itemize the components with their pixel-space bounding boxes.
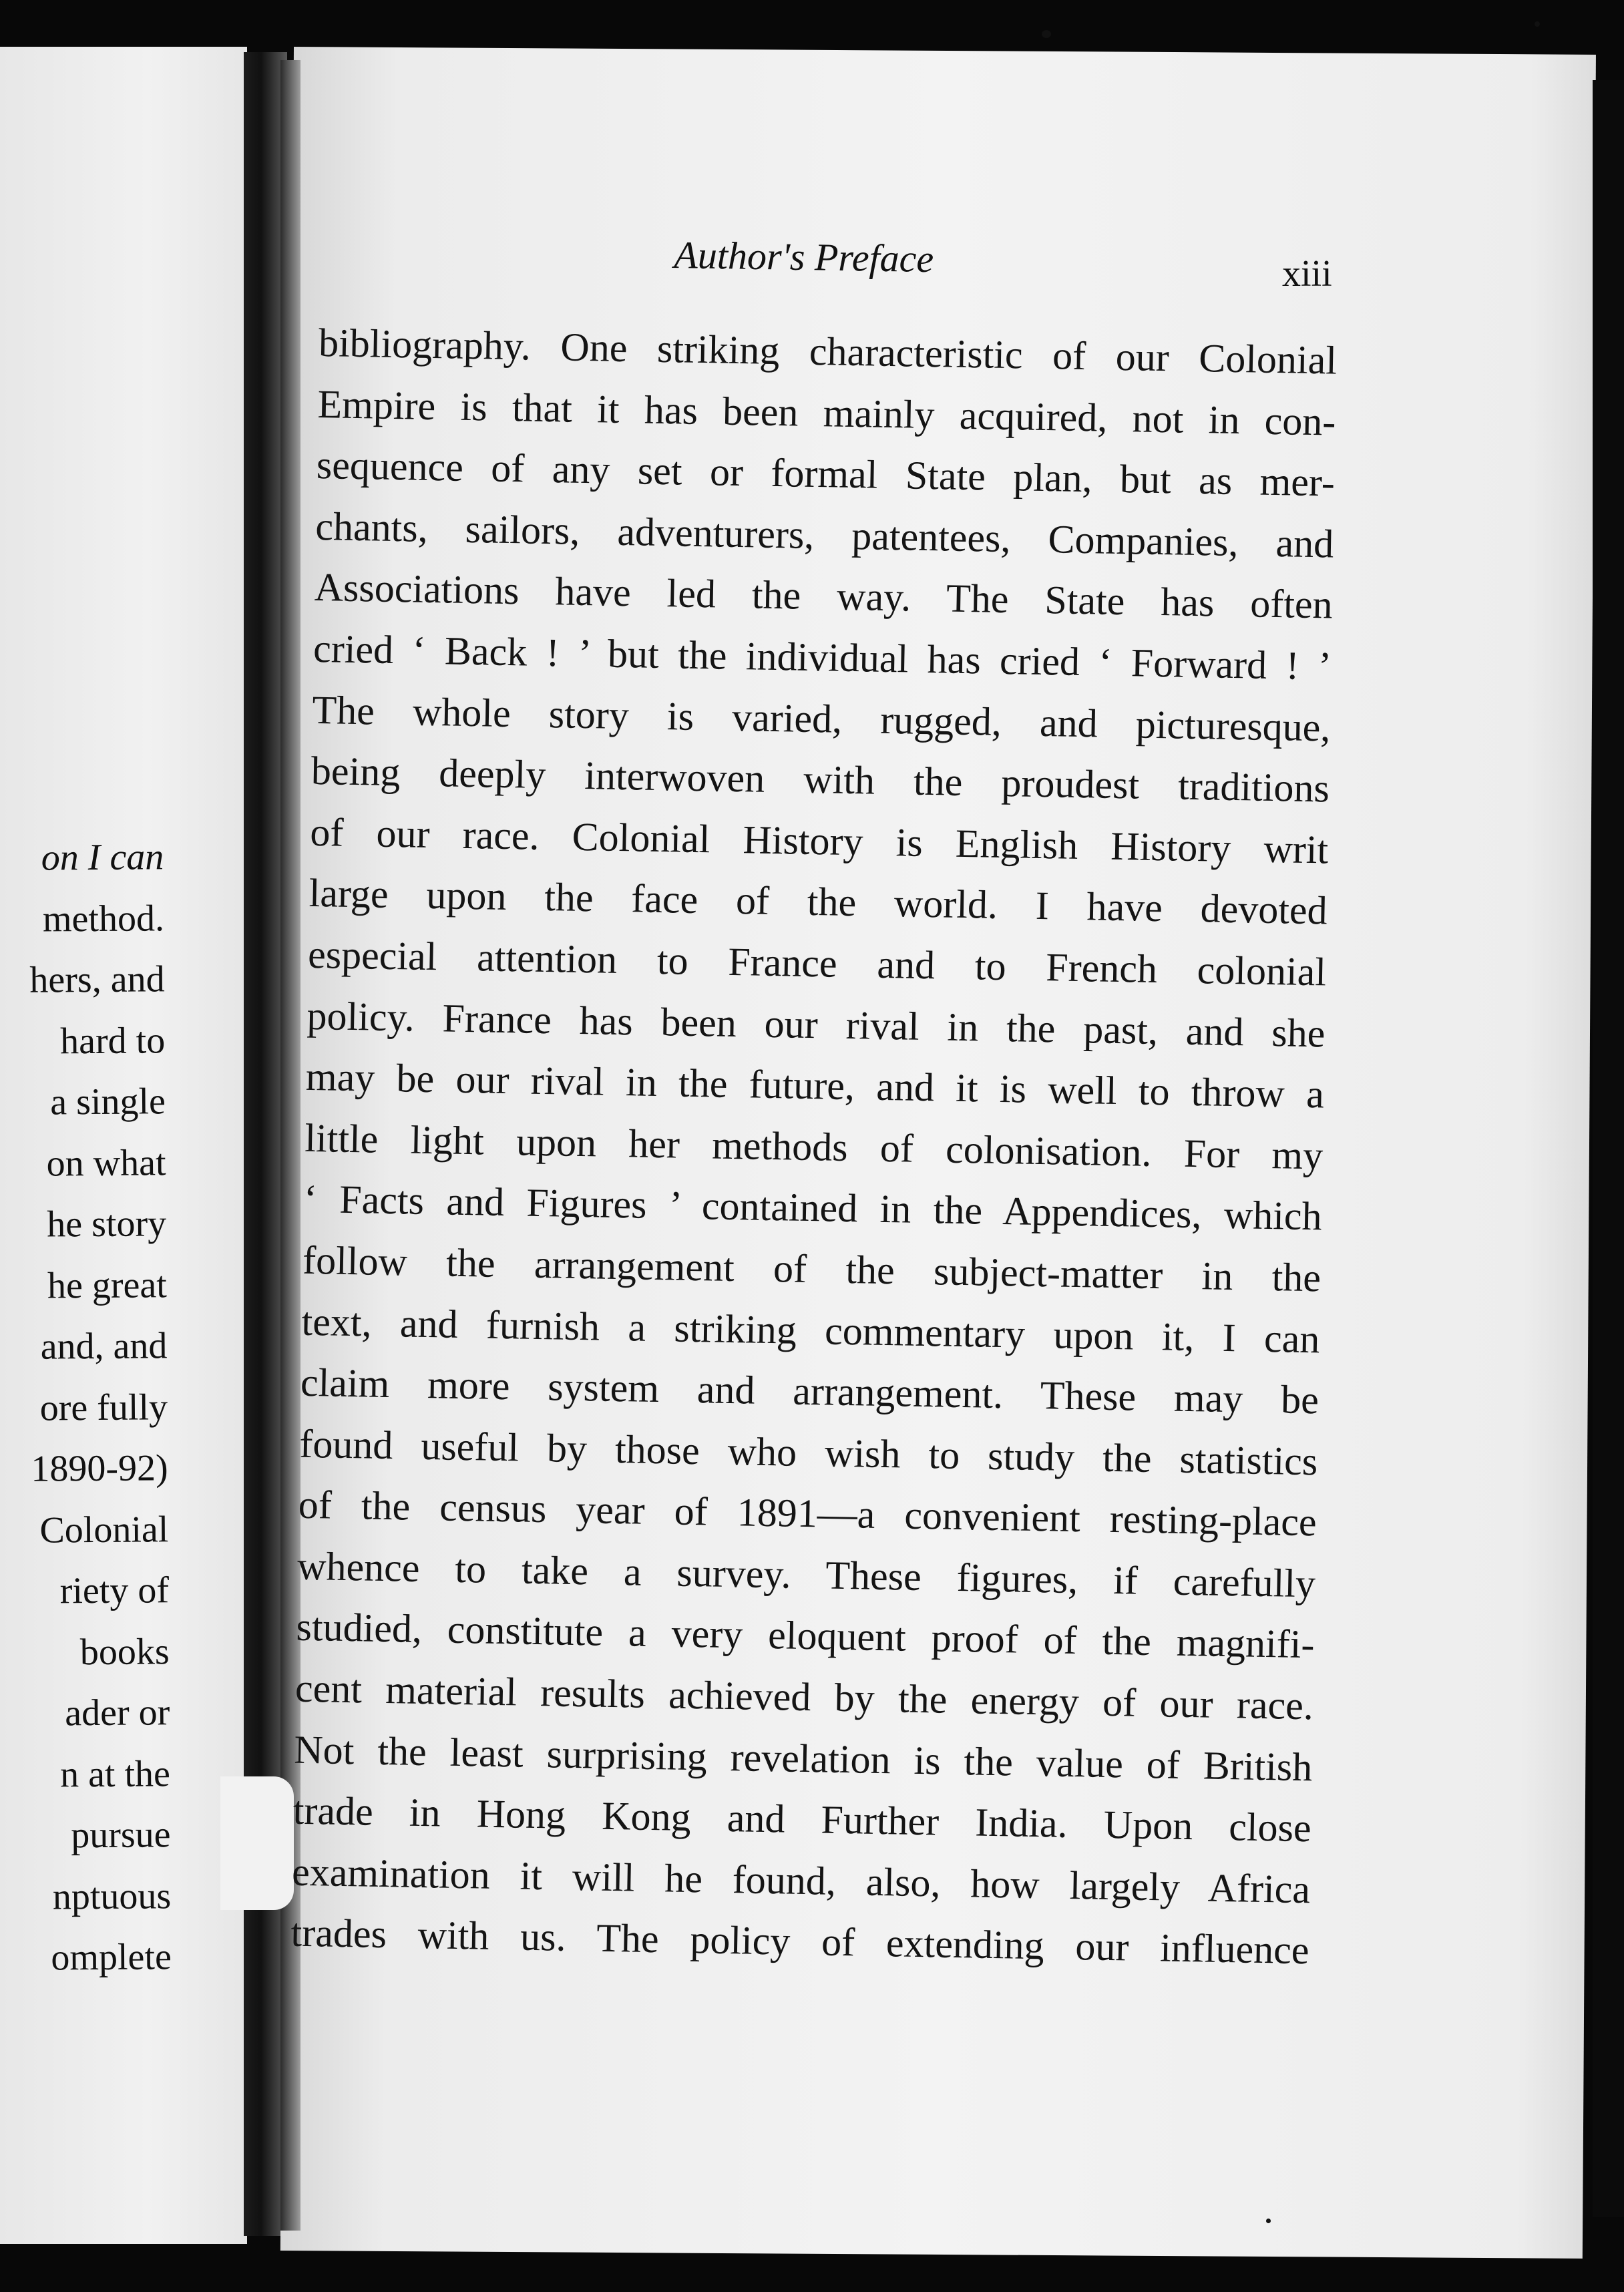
- left-line: books: [79, 1630, 170, 1673]
- left-line: omplete: [51, 1936, 172, 1979]
- left-line: pursue: [71, 1814, 171, 1857]
- body-line: little light upon her methods of colonisation. For my: [304, 1115, 1324, 1178]
- body-line: may be our rival in the future, and it is well to throw a: [305, 1054, 1325, 1117]
- running-head: Author's Preface: [673, 232, 934, 281]
- body-line: text, and furnish a striking commentary upon it, I can: [301, 1299, 1320, 1361]
- body-line: examination it will he found, also, how largely Africa: [291, 1849, 1311, 1912]
- body-line: follow the arrangement of the subject-matter in the: [302, 1237, 1322, 1300]
- left-line: on what: [46, 1141, 166, 1185]
- body-text: [290, 313, 1338, 1981]
- left-line: n at the: [59, 1752, 171, 1795]
- left-line: on I can: [41, 836, 164, 879]
- body-line: studied, constitute a very eloquent proof of the magnifi-: [296, 1605, 1315, 1667]
- body-line: cried ‘ Back ! ’ but the individual has cried ‘ Forward ! ’: [313, 626, 1332, 689]
- left-line: ore fully: [39, 1386, 168, 1429]
- body-line: cent material results achieved by the energy of our race.: [294, 1666, 1314, 1728]
- body-line: whence to take a survey. These figures, if carefully: [296, 1543, 1316, 1606]
- page-number: xiii: [1282, 253, 1332, 295]
- dust-speck: [1535, 21, 1540, 27]
- body-line: sequence of any set or formal State plan, but as mer-: [316, 443, 1336, 505]
- body-line: found useful by those who wish to study the statistics: [298, 1421, 1318, 1484]
- body-line: chants, sailors, adventurers, patentees, Companies, and: [315, 504, 1334, 566]
- dust-speck: [1266, 2219, 1271, 2223]
- body-line: bibliography. One striking characteristic of our Colonial: [318, 320, 1338, 383]
- body-line: policy. France has been our rival in the past, and she: [307, 993, 1326, 1055]
- body-line: claim more system and arrangement. These may be: [300, 1360, 1320, 1422]
- left-line: 1890-92): [31, 1447, 168, 1490]
- scan-background-edge: [1593, 80, 1624, 2217]
- left-line: he great: [47, 1264, 167, 1307]
- left-line: a single: [50, 1081, 166, 1123]
- left-line: nptuous: [52, 1875, 172, 1917]
- body-line: large upon the face of the world. I have devoted: [309, 871, 1328, 933]
- body-line: of our race. Colonial History is English History writ: [309, 809, 1329, 872]
- body-line: trade in Hong Kong and Further India. Upon close: [292, 1788, 1312, 1851]
- dust-speck: [1042, 30, 1051, 38]
- body-line: Associations have led the way. The State has often: [314, 565, 1334, 627]
- body-line: especial attention to France and to French colonial: [307, 932, 1327, 994]
- body-line: ‘ Facts and Figures ’ contained in the Appendices, which: [303, 1177, 1323, 1239]
- left-line: he story: [47, 1203, 167, 1246]
- left-line: hard to: [59, 1019, 166, 1062]
- left-line: riety of: [59, 1569, 170, 1612]
- body-line: trades with us. The policy of extending our influence: [290, 1911, 1309, 1973]
- left-line: and, and: [40, 1325, 168, 1368]
- left-line: Colonial: [39, 1508, 169, 1551]
- left-line: ader or: [65, 1692, 170, 1734]
- body-line: Not the least surprising revelation is the value of British: [293, 1727, 1313, 1789]
- left-page: [0, 47, 247, 2244]
- left-page-text: [0, 827, 172, 1989]
- page-clip-tab: [220, 1776, 294, 1910]
- left-line: hers, and: [29, 958, 165, 1001]
- body-line: Empire is that it has been mainly acquired, not in con-: [317, 381, 1336, 444]
- body-line: of the census year of 1891—a convenient resting-place: [298, 1483, 1317, 1545]
- body-line: being deeply interwoven with the proudest traditions: [311, 749, 1330, 811]
- left-line: method.: [42, 897, 165, 940]
- body-line: The whole story is varied, rugged, and picturesque,: [312, 687, 1331, 750]
